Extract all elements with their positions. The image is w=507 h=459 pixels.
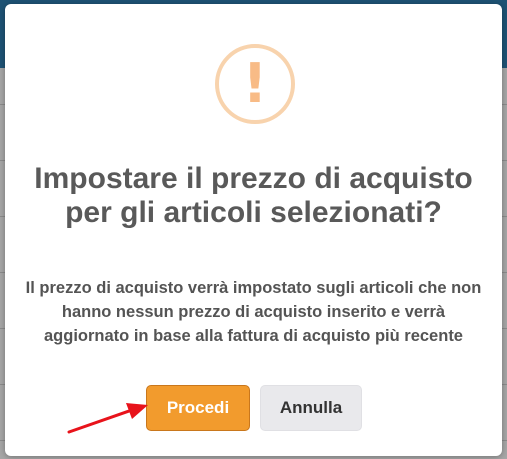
warning-icon (215, 44, 295, 124)
exclamation-icon: ! (242, 52, 268, 115)
dialog-message: Il prezzo di acquisto verrà impostato sugli articoli che non hanno nessun prezzo di acquisto inserito e verrà aggiornato in base alla fattura di acquisto più recente (25, 279, 482, 345)
cancel-button[interactable]: Annulla (260, 385, 362, 431)
arrow-shaft (69, 410, 132, 432)
arrow-head (126, 403, 148, 419)
annotation-arrow-icon (66, 398, 156, 438)
confirmation-dialog (5, 4, 502, 456)
confirm-button[interactable]: Procedi (146, 385, 250, 431)
dialog-title: Impostare il prezzo di acquisto per gli articoli selezionati? (34, 162, 473, 229)
